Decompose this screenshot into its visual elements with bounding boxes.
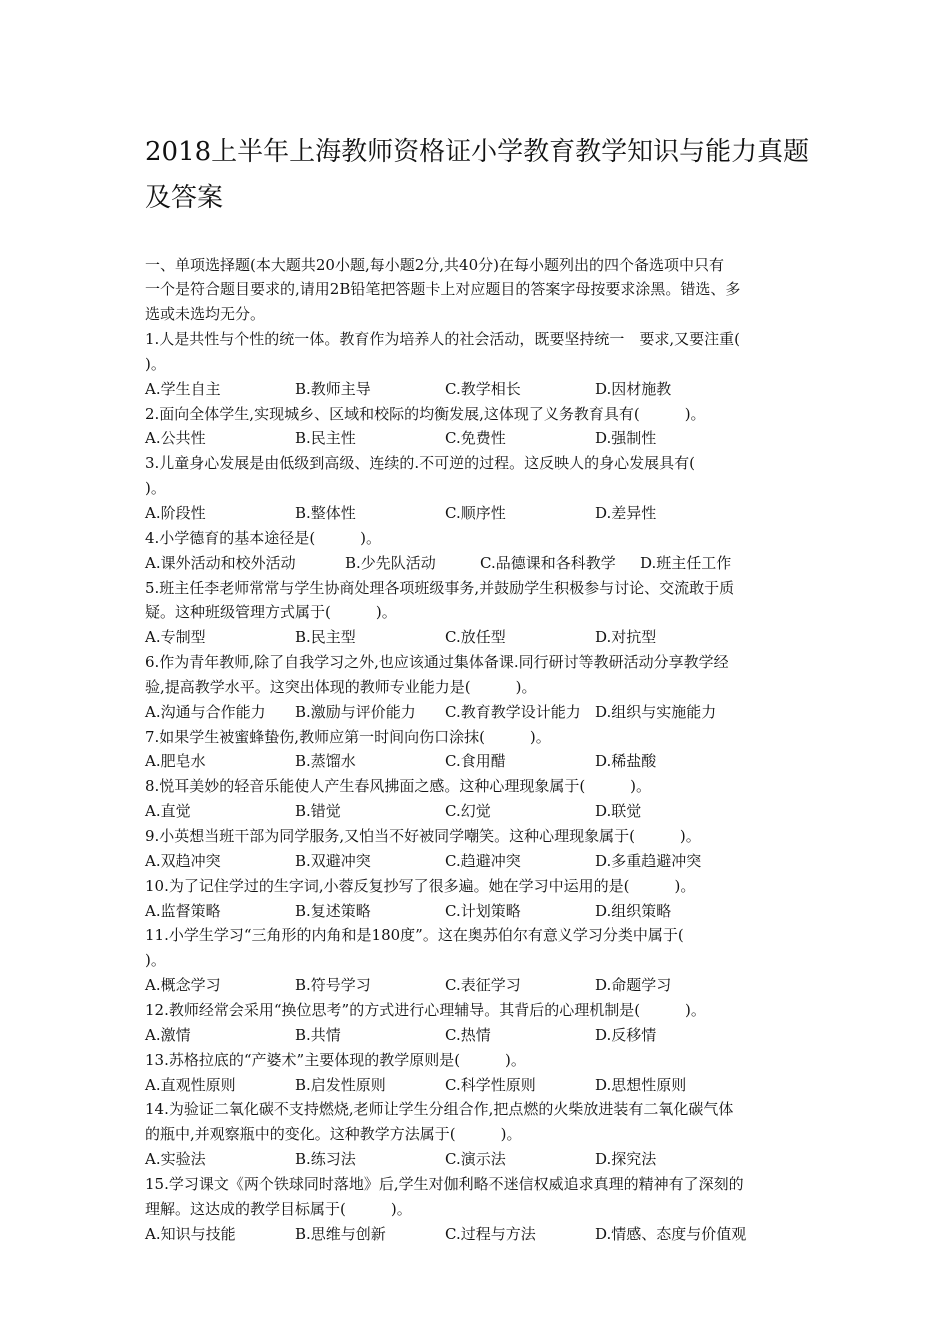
- answer-option-d: D.稀盐酸: [595, 752, 657, 770]
- answer-option-d: D.对抗型: [595, 628, 657, 646]
- answer-option-b: B.共情: [295, 1026, 341, 1044]
- answer-option-b: B.民主性: [295, 429, 356, 447]
- question-stem: 9.小英想当班干部为同学服务,又怕当不好被同学嘲笑。这种心理现象属于( )。: [145, 827, 701, 845]
- option-row: [145, 801, 825, 821]
- answer-option-a: A.激情: [145, 1026, 191, 1044]
- answer-option-a: A.直觉: [145, 802, 191, 820]
- option-row: [145, 1025, 825, 1045]
- answer-option-b: B.整体性: [295, 504, 356, 522]
- question-stem: 15.学习课文《两个铁球同时落地》后,学生对伽利略不迷信权威追求真理的精神有了深刻的: [145, 1175, 744, 1193]
- answer-option-d: D.思想性原则: [595, 1076, 687, 1094]
- answer-option-c: C.幻觉: [445, 802, 491, 820]
- answer-option-c: C.教育教学设计能力: [445, 703, 581, 721]
- answer-option-d: D.班主任工作: [640, 554, 732, 572]
- question-stem: 14.为验证二氧化碳不支持燃烧,老师让学生分组合作,把点燃的火柴放进装有二氧化碳气体: [145, 1100, 734, 1118]
- answer-option-c: C.免费性: [445, 429, 506, 447]
- answer-option-a: A.专制型: [145, 628, 206, 646]
- question-stem: 疑。这种班级管理方式属于( )。: [145, 603, 397, 621]
- question-stem: 12.教师经常会采用“换位思考”的方式进行心理辅导。其背后的心理机制是( )。: [145, 1001, 706, 1019]
- answer-option-c: C.品德课和各科教学: [480, 554, 616, 572]
- question-stem: 理解。这达成的教学目标属于( )。: [145, 1200, 412, 1218]
- answer-option-b: B.民主型: [295, 628, 356, 646]
- answer-option-b: B.复述策略: [295, 902, 371, 920]
- answer-option-d: D.组织策略: [595, 902, 672, 920]
- answer-option-b: B.激励与评价能力: [295, 703, 416, 721]
- answer-option-d: D.探究法: [595, 1150, 657, 1168]
- answer-option-b: B.教师主导: [295, 380, 371, 398]
- answer-option-a: A.公共性: [145, 429, 206, 447]
- answer-option-a: A.课外活动和校外活动: [145, 554, 296, 572]
- answer-option-c: C.计划策略: [445, 902, 521, 920]
- answer-option-b: B.启发性原则: [295, 1076, 386, 1094]
- answer-option-c: C.趋避冲突: [445, 852, 521, 870]
- question-stem: )。: [145, 479, 166, 497]
- answer-option-d: D.组织与实施能力: [595, 703, 717, 721]
- answer-option-d: D.差异性: [595, 504, 657, 522]
- answer-option-b: B.思维与创新: [295, 1225, 386, 1243]
- answer-option-b: B.错觉: [295, 802, 341, 820]
- answer-option-a: A.监督策略: [145, 902, 221, 920]
- question-stem: 4.小学德育的基本途径是( )。: [145, 529, 382, 547]
- question-stem: 5.班主任李老师常常与学生协商处理各项班级事务,并鼓励学生积极参与讨论、交流敢于质: [145, 579, 735, 597]
- answer-option-c: C.演示法: [445, 1150, 506, 1168]
- answer-option-c: C.热情: [445, 1026, 491, 1044]
- question-stem: 8.悦耳美妙的轻音乐能使人产生春风拂面之感。这种心理现象属于( )。: [145, 777, 652, 795]
- answer-option-a: A.学生自主: [145, 380, 221, 398]
- option-row: [145, 1149, 825, 1169]
- answer-option-c: C.放任型: [445, 628, 506, 646]
- answer-option-d: D.反移情: [595, 1026, 657, 1044]
- option-row: [145, 553, 825, 573]
- answer-option-a: A.肥皂水: [145, 752, 206, 770]
- option-row: [145, 428, 825, 448]
- answer-option-a: A.概念学习: [145, 976, 221, 994]
- answer-option-d: D.多重趋避冲突: [595, 852, 702, 870]
- question-stem: )。: [145, 355, 166, 373]
- document-title-line-2: 及答案: [145, 183, 224, 213]
- answer-option-c: C.过程与方法: [445, 1225, 536, 1243]
- option-row: [145, 627, 825, 647]
- answer-option-a: A.直观性原则: [145, 1076, 236, 1094]
- answer-option-b: B.双避冲突: [295, 852, 371, 870]
- question-stem: 1.人是共性与个性的统一体。教育作为培养人的社会活动，既要坚持统一 要求,又要注重(: [145, 330, 740, 348]
- document-title-line-1: 2018上半年上海教师资格证小学教育教学知识与能力真题: [145, 137, 810, 167]
- answer-option-a: A.沟通与合作能力: [145, 703, 266, 721]
- option-row: [145, 702, 825, 722]
- answer-option-d: D.情感、态度与价值观: [595, 1225, 747, 1243]
- answer-option-c: C.教学相长: [445, 380, 521, 398]
- option-row: [145, 503, 825, 523]
- answer-option-b: B.少先队活动: [345, 554, 436, 572]
- section-intro-line: 选或未选均无分。: [145, 305, 266, 323]
- question-stem: 10.为了记住学过的生字词,小蓉反复抄写了很多遍。她在学习中运用的是( )。: [145, 877, 696, 895]
- answer-option-d: D.因材施教: [595, 380, 672, 398]
- option-row: [145, 1224, 825, 1244]
- option-row: [145, 851, 825, 871]
- answer-option-a: A.阶段性: [145, 504, 206, 522]
- option-row: [145, 379, 825, 399]
- question-stem: 6.作为青年教师,除了自我学习之外,也应该通过集体备课.同行研讨等教研活动分享教学经: [145, 653, 729, 671]
- question-stem: 13.苏格拉底的“产婆术”主要体现的教学原则是( )。: [145, 1051, 526, 1069]
- answer-option-a: A.知识与技能: [145, 1225, 236, 1243]
- option-row: [145, 751, 825, 771]
- option-row: [145, 901, 825, 921]
- option-row: [145, 975, 825, 995]
- question-stem: )。: [145, 951, 166, 969]
- answer-option-b: B.蒸馏水: [295, 752, 356, 770]
- option-row: [145, 1075, 825, 1095]
- answer-option-c: C.顺序性: [445, 504, 506, 522]
- answer-option-d: D.命题学习: [595, 976, 672, 994]
- section-intro-line: 一、单项选择题(本大题共20小题,每小题2分,共40分)在每小题列出的四个备选项中只有: [145, 256, 724, 274]
- answer-option-c: C.食用醋: [445, 752, 506, 770]
- answer-option-a: A.双趋冲突: [145, 852, 221, 870]
- question-stem: 11.小学生学习“三角形的内角和是180度”。这在奥苏伯尔有意义学习分类中属于(: [145, 926, 684, 944]
- question-stem: 的瓶中,并观察瓶中的变化。这种教学方法属于( )。: [145, 1125, 522, 1143]
- answer-option-b: B.符号学习: [295, 976, 371, 994]
- answer-option-a: A.实验法: [145, 1150, 206, 1168]
- question-stem: 3.儿童身心发展是由低级到高级、连续的.不可逆的过程。这反映人的身心发展具有(: [145, 454, 695, 472]
- answer-option-b: B.练习法: [295, 1150, 356, 1168]
- answer-option-d: D.强制性: [595, 429, 657, 447]
- question-stem: 2.面向全体学生,实现城乡、区域和校际的均衡发展,这体现了义务教育具有( )。: [145, 405, 706, 423]
- answer-option-d: D.联觉: [595, 802, 642, 820]
- question-stem: 验,提高教学水平。这突出体现的教师专业能力是( )。: [145, 678, 537, 696]
- answer-option-c: C.表征学习: [445, 976, 521, 994]
- question-stem: 7.如果学生被蜜蜂蛰伤,教师应第一时间向伤口涂抹( )。: [145, 728, 551, 746]
- answer-option-c: C.科学性原则: [445, 1076, 536, 1094]
- section-intro-line: 一个是符合题目要求的,请用2B铅笔把答题卡上对应题目的答案字母按要求涂黑。错选、多: [145, 280, 741, 298]
